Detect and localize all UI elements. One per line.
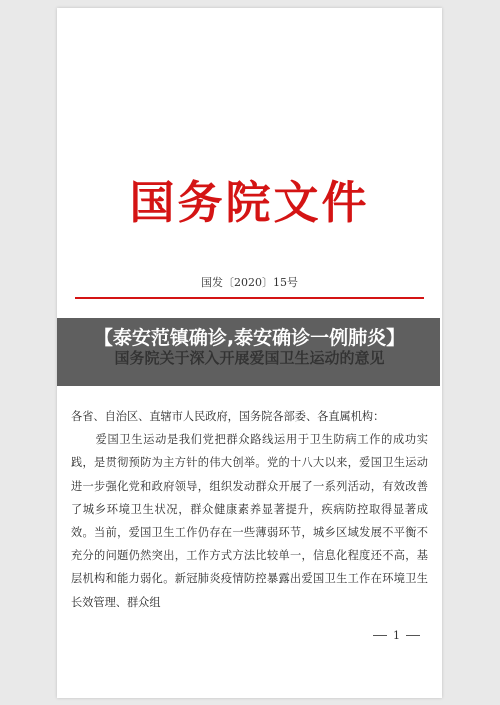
document-body [71, 405, 428, 614]
body-paragraph: 爱国卫生运动是我们党把群众路线运用于卫生防病工作的成功实践，是贯彻预防为主方针的伟大创举。党的十八大以来，爱国卫生运动进一步强化党和政府领导，组织发动群众开展了一系列活动，有效改善了城乡环境卫生状况，群众健康素养显著提升，疾病防控取得显著成效。当前，爱国卫生工作仍存在一些薄弱环节，城乡区域发展不平衡不充分的问题仍然突出，工作方式方法比较单一，信息化程度还不高，基层机构和能力弱化。新冠肺炎疫情防控暴露出爱国卫生工作在环境卫生长效管理、群众组 [71, 433, 428, 609]
page-number: 1 [393, 629, 400, 642]
salutation: 各省、自治区、直辖市人民政府，国务院各部委、各直属机构： [71, 410, 385, 423]
document-number: 国发〔2020〕15号 [201, 276, 298, 289]
dash-left [373, 635, 387, 636]
document-header: 国务院文件 [129, 176, 370, 229]
dash-right [406, 635, 420, 636]
headline-banner[interactable] [57, 318, 440, 386]
page-number-footer [57, 629, 420, 642]
banner-text: 【泰安范镇确诊,泰安确诊一例肺炎】 [93, 327, 406, 349]
red-divider [75, 297, 424, 299]
